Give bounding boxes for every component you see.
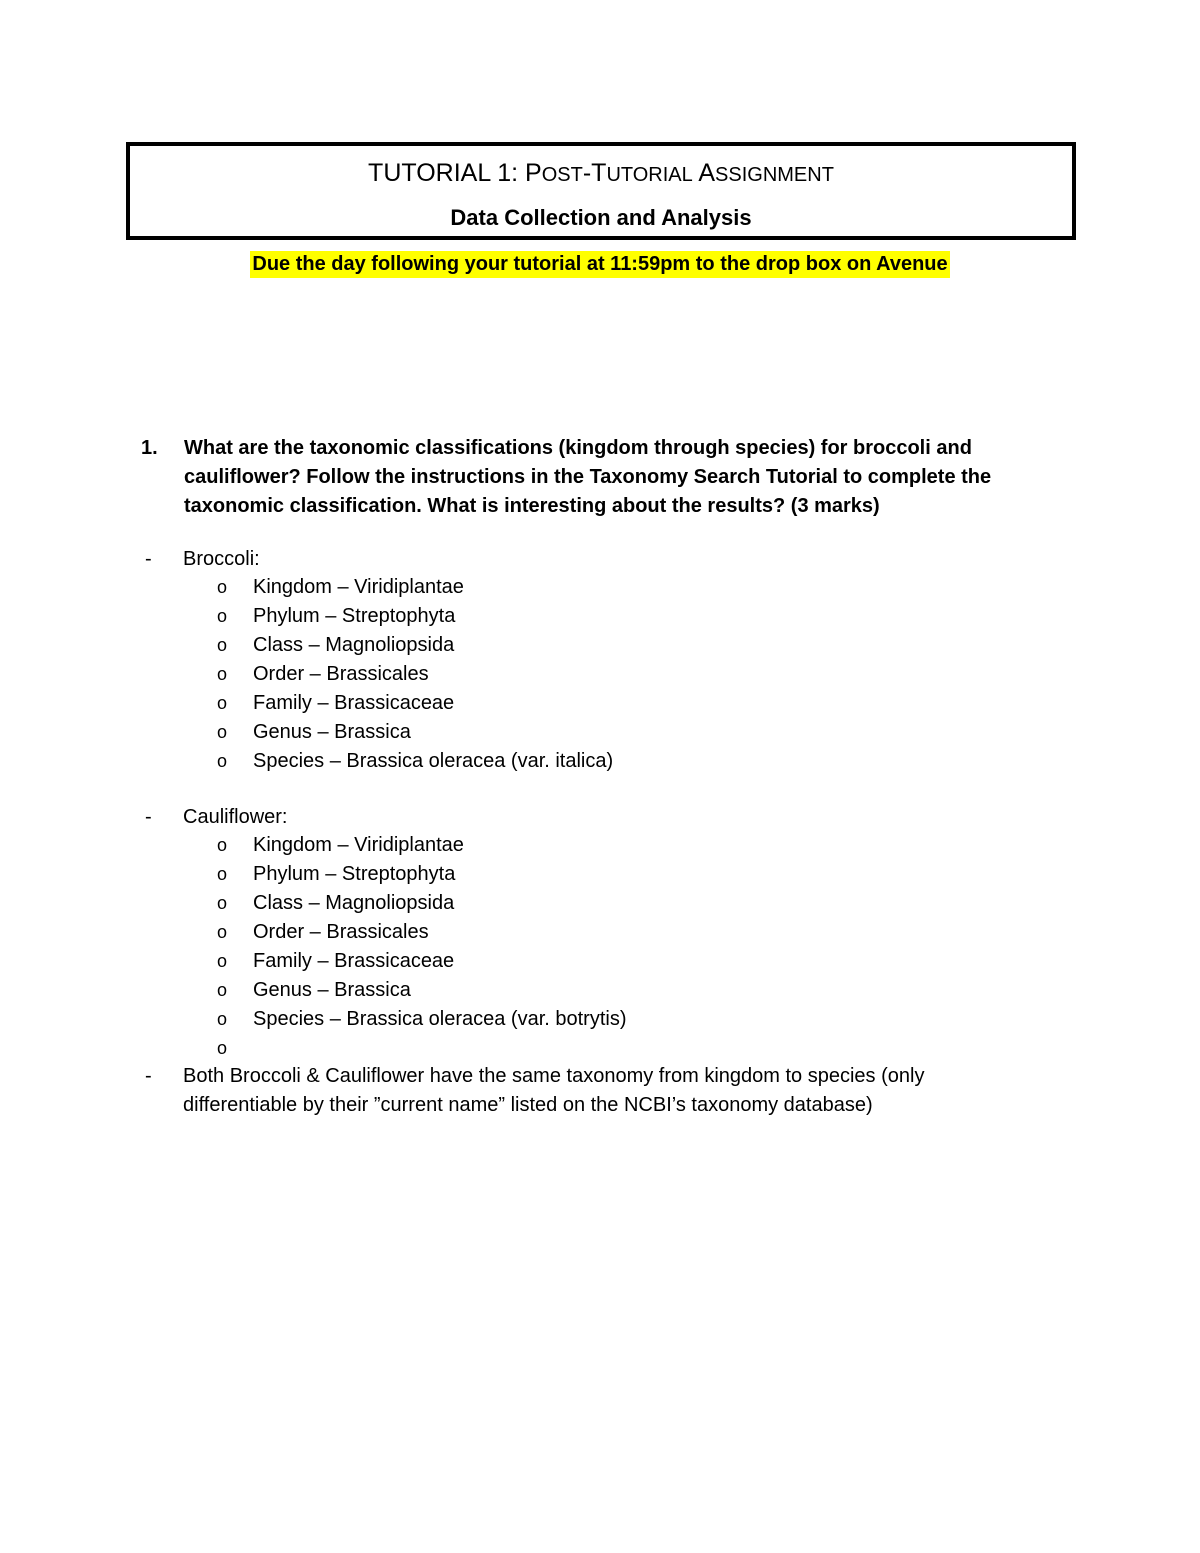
list-item-text: Kingdom – Viridiplantae [253, 576, 464, 598]
bullet-o: o [217, 751, 228, 771]
list-dash: - [145, 806, 152, 828]
bullet-o: o [217, 606, 228, 626]
bullet-o: o [217, 1038, 228, 1058]
title-part: UTORIAL 1: P [383, 159, 542, 187]
list-item-text: Species – Brassica oleracea (var. botrytis) [253, 1008, 627, 1030]
broccoli-heading: Broccoli: [183, 548, 260, 570]
bullet-o: o [217, 835, 228, 855]
list-item-text: Order – Brassicales [253, 921, 429, 943]
page-subtitle: Data Collection and Analysis [450, 205, 752, 230]
question-text: What are the taxonomic classifications (kingdom through species) for broccoli and cauliflower? Follow the instructions in the Taxonomy Search Tutorial to complete the taxonomic classification. What is interesting about the results? (3 marks) [184, 437, 992, 517]
bullet-o: o [217, 577, 228, 597]
title-part: A [692, 159, 716, 187]
list-item-text: Family – Brassicaceae [253, 692, 455, 714]
question-number: 1. [141, 437, 158, 459]
due-notice: Due the day following your tutorial at 11:59pm to the drop box on Avenue [250, 251, 949, 278]
bullet-o: o [217, 693, 228, 713]
list-item-text: Phylum – Streptophyta [253, 605, 456, 627]
bullet-o: o [217, 951, 228, 971]
list-item-text: Kingdom – Viridiplantae [253, 834, 464, 856]
title-part: UTORIAL [606, 164, 693, 186]
due-notice-wrap [0, 251, 1200, 278]
bullet-o: o [217, 922, 228, 942]
list-dash: - [145, 548, 152, 570]
title-part: SSIGNMENT [715, 164, 834, 186]
list-item-text: Order – Brassicales [253, 663, 429, 685]
bullet-o: o [217, 864, 228, 884]
list-item-text: Species – Brassica oleracea (var. italica) [253, 750, 614, 772]
list-dash: - [145, 1065, 152, 1087]
bullet-o: o [217, 980, 228, 1000]
conclusion-text: Both Broccoli & Cauliflower have the same taxonomy from kingdom to species (only differentiable by their ”current name” listed on the NCBI’s taxonomy database) [183, 1065, 925, 1116]
list-item-text: Genus – Brassica [253, 979, 411, 1001]
cauliflower-heading: Cauliflower: [183, 806, 288, 828]
bullet-o: o [217, 1009, 228, 1029]
list-item-text: Class – Magnoliopsida [253, 634, 455, 656]
bullet-o: o [217, 893, 228, 913]
list-item-text: Phylum – Streptophyta [253, 863, 456, 885]
title-part: -T [582, 159, 607, 187]
list-item-text: Class – Magnoliopsida [253, 892, 455, 914]
title-part: OST [541, 164, 583, 186]
title-box [126, 142, 1076, 240]
bullet-o: o [217, 664, 228, 684]
bullet-o: o [217, 722, 228, 742]
title-part: T [368, 159, 384, 187]
bullet-o: o [217, 635, 228, 655]
page-title [130, 158, 1072, 190]
list-item-text: Genus – Brassica [253, 721, 411, 743]
list-item-text: Family – Brassicaceae [253, 950, 455, 972]
